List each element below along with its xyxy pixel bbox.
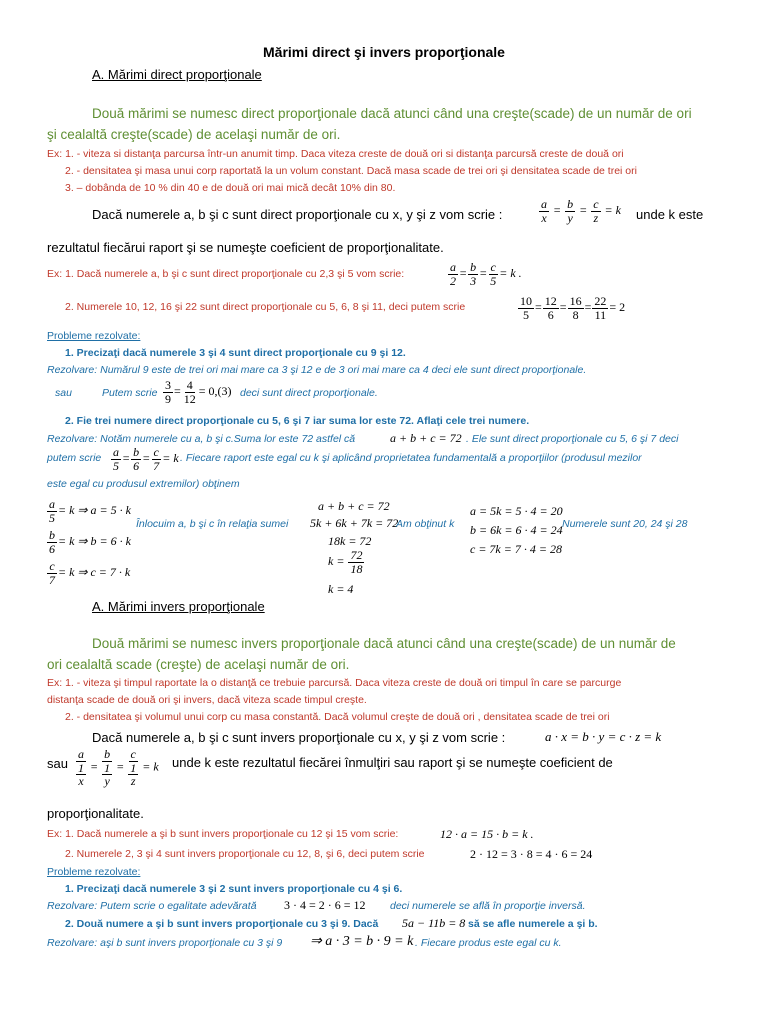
- direct-ex-a-formula: $\frac{a}{2}$ = $\frac{b}{3}$ = $\frac{c}{5}$ = k .: [450, 260, 522, 288]
- direct-ex-b: 2. Numerele 10, 12, 16 şi 22 sunt direct proporţionale cu 5, 6, 8 şi 11, deci putem scrie: [65, 301, 466, 313]
- mid-eq-4: k = 4: [328, 582, 354, 596]
- direct-solution-2-line1-post: . Ele sunt direct proporţionale cu 5, 6 şi 7 deci: [466, 433, 679, 445]
- section-inverse-heading: A. Mărimi invers proporţionale: [92, 599, 265, 614]
- direct-ex-a: Ex: 1. Dacă numerele a, b şi c sunt direct proporţionale cu 2,3 şi 5 vom scrie:: [47, 268, 405, 280]
- section-direct-heading: A. Mărimi direct proporţionale: [92, 67, 262, 82]
- obtinut-text: Am obţinut k: [396, 518, 455, 530]
- direct-solution-1-sau: sau: [55, 387, 72, 399]
- right-eq-c: c = 7k = 7 · 4 = 28: [470, 542, 562, 556]
- right-eq-a: a = 5k = 5 · 4 = 20: [470, 504, 563, 518]
- right-eq-b: b = 6k = 6 · 4 = 24: [470, 523, 563, 537]
- direct-solution-1-putem: Putem scrie: [102, 387, 158, 399]
- direct-problem-1: 1. Precizaţi dacă numerele 3 şi 4 sunt direct proporţionale cu 9 şi 12.: [65, 347, 406, 359]
- mid-eq-3: 18k = 72: [328, 534, 372, 548]
- direct-example-2: 2. - densitatea şi masa unui corp raportată la un volum constant. Dacă masa scade de trei ori şi densitatea scade de trei ori: [65, 165, 637, 177]
- direct-rule-text: Dacă numerele a, b şi c sunt direct proporţionale cu x, y şi z vom scrie :: [92, 207, 503, 222]
- left-eq-b: $\frac{b}{6}$ = k ⇒ b = 6 · k: [49, 528, 131, 556]
- direct-problem-2: 2. Fie trei numere direct proporţionale cu 5, 6 şi 7 iar suma lor este 72. Aflaţi cele trei numere.: [65, 415, 530, 427]
- inlocuim-text: Înlocuim a, b şi c în relaţia sumei: [136, 518, 289, 530]
- inverse-ex-b: 2. Numerele 2, 3 şi 4 sunt invers proporţionale cu 12, 8, şi 6, deci putem scrie: [65, 848, 425, 860]
- direct-solution-1: Rezolvare: Numărul 9 este de trei ori mai mare ca 3 şi 12 e de 3 ori mai mare ca 4 deci ele sunt direct proporţionale.: [47, 364, 587, 376]
- direct-solution-2-line3: este egal cu produsul extremilor) obţinem: [47, 478, 240, 490]
- inverse-solution-2: Rezolvare: aşi b sunt invers proporţionale cu 3 şi 9: [47, 937, 283, 949]
- inverse-example-1b: distanţa scade de două ori şi invers, dacă viteza scade timpul creşte.: [47, 694, 367, 706]
- direct-example-3: 3. – dobânda de 10 % din 40 e de două ori mai mică decât 10% din 80.: [65, 182, 396, 194]
- direct-solution-2-line2-post: . Fiecare raport este egal cu k şi aplicând proprietatea fundamentală a proporţiilor (produsul mezilor: [180, 452, 642, 464]
- inverse-definition-line2: ori cealaltă scade (creşte) de acelaşi număr de ori.: [47, 657, 350, 672]
- direct-solution-2-line1: Rezolvare: Notăm numerele cu a, b şi c.Suma lor este 72 astfel că: [47, 433, 356, 445]
- inverse-rule-sau: sau: [47, 756, 68, 771]
- inverse-example-1a: Ex: 1. - viteza şi timpul raportate la o distanţă ce trebuie parcursă. Daca viteza creste de două ori timpul în care se parcurge: [47, 677, 622, 689]
- inverse-problem-2-post: să se afle numerele a şi b.: [468, 918, 598, 930]
- inverse-ex-a-eq: 12 · a = 15 · b = k .: [440, 827, 534, 841]
- inverse-solution-1-eq: 3 · 4 = 2 · 6 = 12: [284, 898, 366, 912]
- inverse-ex-b-eq: 2 · 12 = 3 · 8 = 4 · 6 = 24: [470, 847, 593, 861]
- inverse-ex-a: Ex: 1. Dacă numerele a şi b sunt invers proporţionale cu 12 şi 15 vom scrie:: [47, 828, 399, 840]
- direct-rule-post: unde k este: [636, 207, 704, 222]
- page-title: Mărimi direct şi invers proporţionale: [263, 44, 505, 60]
- conclusion-text: Numerele sunt 20, 24 şi 28: [562, 518, 688, 530]
- direct-solution-1-formula: $\frac{3}{9}$ = $\frac{4}{12}$ = 0,(3): [165, 378, 232, 406]
- inverse-solved-heading: Probleme rezolvate:: [47, 866, 141, 878]
- inverse-problem-1: 1. Precizaţi dacă numerele 3 şi 2 sunt invers proporţionale cu 4 şi 6.: [65, 883, 403, 895]
- inverse-definition-line1: Două mărimi se numesc invers proporţionale dacă atunci când una creşte(scade) de un număr de: [92, 636, 676, 651]
- inverse-solution-1-post: deci numerele se află în proporţie inversă.: [390, 900, 586, 912]
- inverse-rule-fractions: $\frac{a}{\frac{1}{x}}$ = $\frac{b}{\frac{1}{y}}$ = $\frac{c}{\frac{1}{z}}$ = k: [78, 747, 159, 789]
- inverse-solution-2-eq: ⇒ a · 3 = b · 9 = k: [310, 934, 414, 949]
- direct-solved-heading: Probleme rezolvate:: [47, 330, 141, 342]
- direct-solution-2-ratios: $\frac{a}{5}$ = $\frac{b}{6}$ = $\frac{c}{7}$ = k: [113, 445, 179, 473]
- inverse-problem-2-eq: 5a − 11b = 8: [402, 916, 466, 930]
- direct-rule-formula: $\frac{a}{x}$ = $\frac{b}{y}$ = $\frac{c}{z}$ = k: [541, 197, 621, 225]
- mid-eq-2: 5k + 6k + 7k = 72: [310, 516, 399, 530]
- mid-eq-frac: k = $\frac{72}{18}$: [328, 548, 363, 576]
- mid-eq-1: a + b + c = 72: [318, 499, 390, 513]
- inverse-rule-post: unde k este rezultatul fiecărei înmulţiri sau raport şi se numeşte coeficient de: [172, 755, 613, 770]
- direct-solution-1-post: deci sunt direct proporţionale.: [240, 387, 378, 399]
- direct-ex-b-formula: $\frac{10}{5}$ = $\frac{12}{6}$ = $\frac{16}{8}$ = $\frac{22}{11}$ = 2: [520, 294, 626, 322]
- direct-solution-2-line2-pre: putem scrie: [47, 452, 102, 464]
- inverse-rule-line3: proporţionalitate.: [47, 806, 144, 821]
- inverse-example-2: 2. - densitatea şi volumul unui corp cu masa constantă. Dacă volumul creşte de două ori , densitatea scade de trei ori: [65, 711, 610, 723]
- inverse-solution-1: Rezolvare: Putem scrie o egalitate adevărată: [47, 900, 257, 912]
- direct-definition-line2: şi cealaltă creşte(scade) de acelaşi număr de ori.: [47, 127, 341, 142]
- direct-rule-line2: rezultatul fiecărui raport şi se numeşte coeficient de proporţionalitate.: [47, 240, 444, 255]
- left-eq-a: $\frac{a}{5}$ = k ⇒ a = 5 · k: [49, 497, 131, 525]
- inverse-problem-2: 2. Două numere a şi b sunt invers proporţionale cu 3 şi 9. Dacă: [65, 918, 379, 930]
- inverse-rule-text: Dacă numerele a, b şi c sunt invers proporţionale cu x, y şi z vom scrie :: [92, 730, 506, 745]
- direct-solution-2-sum: a + b + c = 72: [390, 431, 462, 445]
- direct-example-1: Ex: 1. - viteza si distanţa parcursa într-un anumit timp. Daca viteza creste de două ori si distanţa parcursă creste de două ori: [47, 148, 624, 160]
- direct-definition-line1: Două mărimi se numesc direct proporţionale dacă atunci când una creşte(scade) de un număr de ori: [92, 106, 692, 121]
- left-eq-c: $\frac{c}{7}$ = k ⇒ c = 7 · k: [49, 559, 131, 587]
- inverse-rule-eq: a · x = b · y = c · z = k: [545, 729, 662, 744]
- inverse-solution-2-post: . Fiecare produs este egal cu k.: [415, 937, 562, 949]
